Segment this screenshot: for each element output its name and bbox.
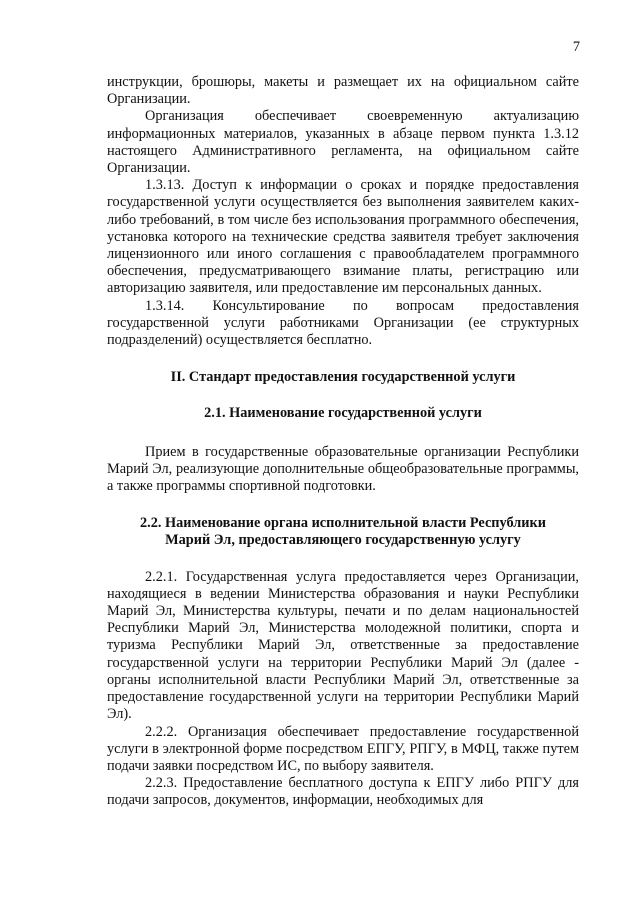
subsection-title-2-2-line1: 2.2. Наименование органа исполнительной власти Республики [139,515,547,532]
page-number: 7 [572,39,580,55]
subsection-title-2-2-line2: Марий Эл, предоставляющего государственную услугу [165,532,521,549]
subsection-title-2-1: 2.1. Наименование государственной услуги [204,405,482,422]
paragraph-continuation: инструкции, брошюры, макеты и размещает их на официальном сайте Организации. [107,74,579,108]
paragraph-2-2-3: 2.2.3. Предоставление бесплатного доступа к ЕПГУ либо РПГУ для подачи запросов, документов, информации, необходимых для [107,775,579,809]
paragraph-2-2-1: 2.2.1. Государственная услуга предоставляется через Организации, находящиеся в ведении Министерства образования и науки Республики Марий Эл, Министерства культуры, печати и по делам национальностей Республики Марий Эл, Министерства молодежной политики, спорта и туризма Республики Марий Эл, ответственные за предоставление государственной услуги на территории Республики Марий Эл (далее - органы исполнительной власти Республики Марий Эл, ответственные за предоставление государственной услуги на территории Республики Марий Эл). [107,568,579,723]
paragraph-1-3-14: 1.3.14. Консультирование по вопросам предоставления государственной услуги работниками Организации (ее структурных подразделений) осуществляется бесплатно. [107,297,579,349]
paragraph: Организация обеспечивает своевременную актуализацию информационных материалов, указанных в абзаце первом пункта 1.3.12 настоящего Административного регламента, на официальном сайте Организации. [107,108,579,177]
document-body [107,74,579,810]
paragraph-2-2-2: 2.2.2. Организация обеспечивает предоставление государственной услуги в электронной форме посредством ЕПГУ, РПГУ, в МФЦ, также путем подачи заявки посредством ИС, по выбору заявителя. [107,723,579,774]
paragraph-2-1: Прием в государственные образовательные организации Республики Марий Эл, реализующие дополнительные общеобразовательные программы, а также программы спортивной подготовки. [107,443,579,495]
section-title: II. Стандарт предоставления государственной услуги [170,369,516,386]
paragraph-1-3-13: 1.3.13. Доступ к информации о сроках и порядке предоставления государственной услуги осуществляется без выполнения заявителем каких-либо требований, в том числе без использования программного обеспечения, установка которого на технические средства заявителя требует заключения лицензионного или иного соглашения с правообладателем программного обеспечения, предусматривающего взимание платы, регистрацию или авторизацию заявителя, или предоставление им персональных данных. [107,177,579,297]
